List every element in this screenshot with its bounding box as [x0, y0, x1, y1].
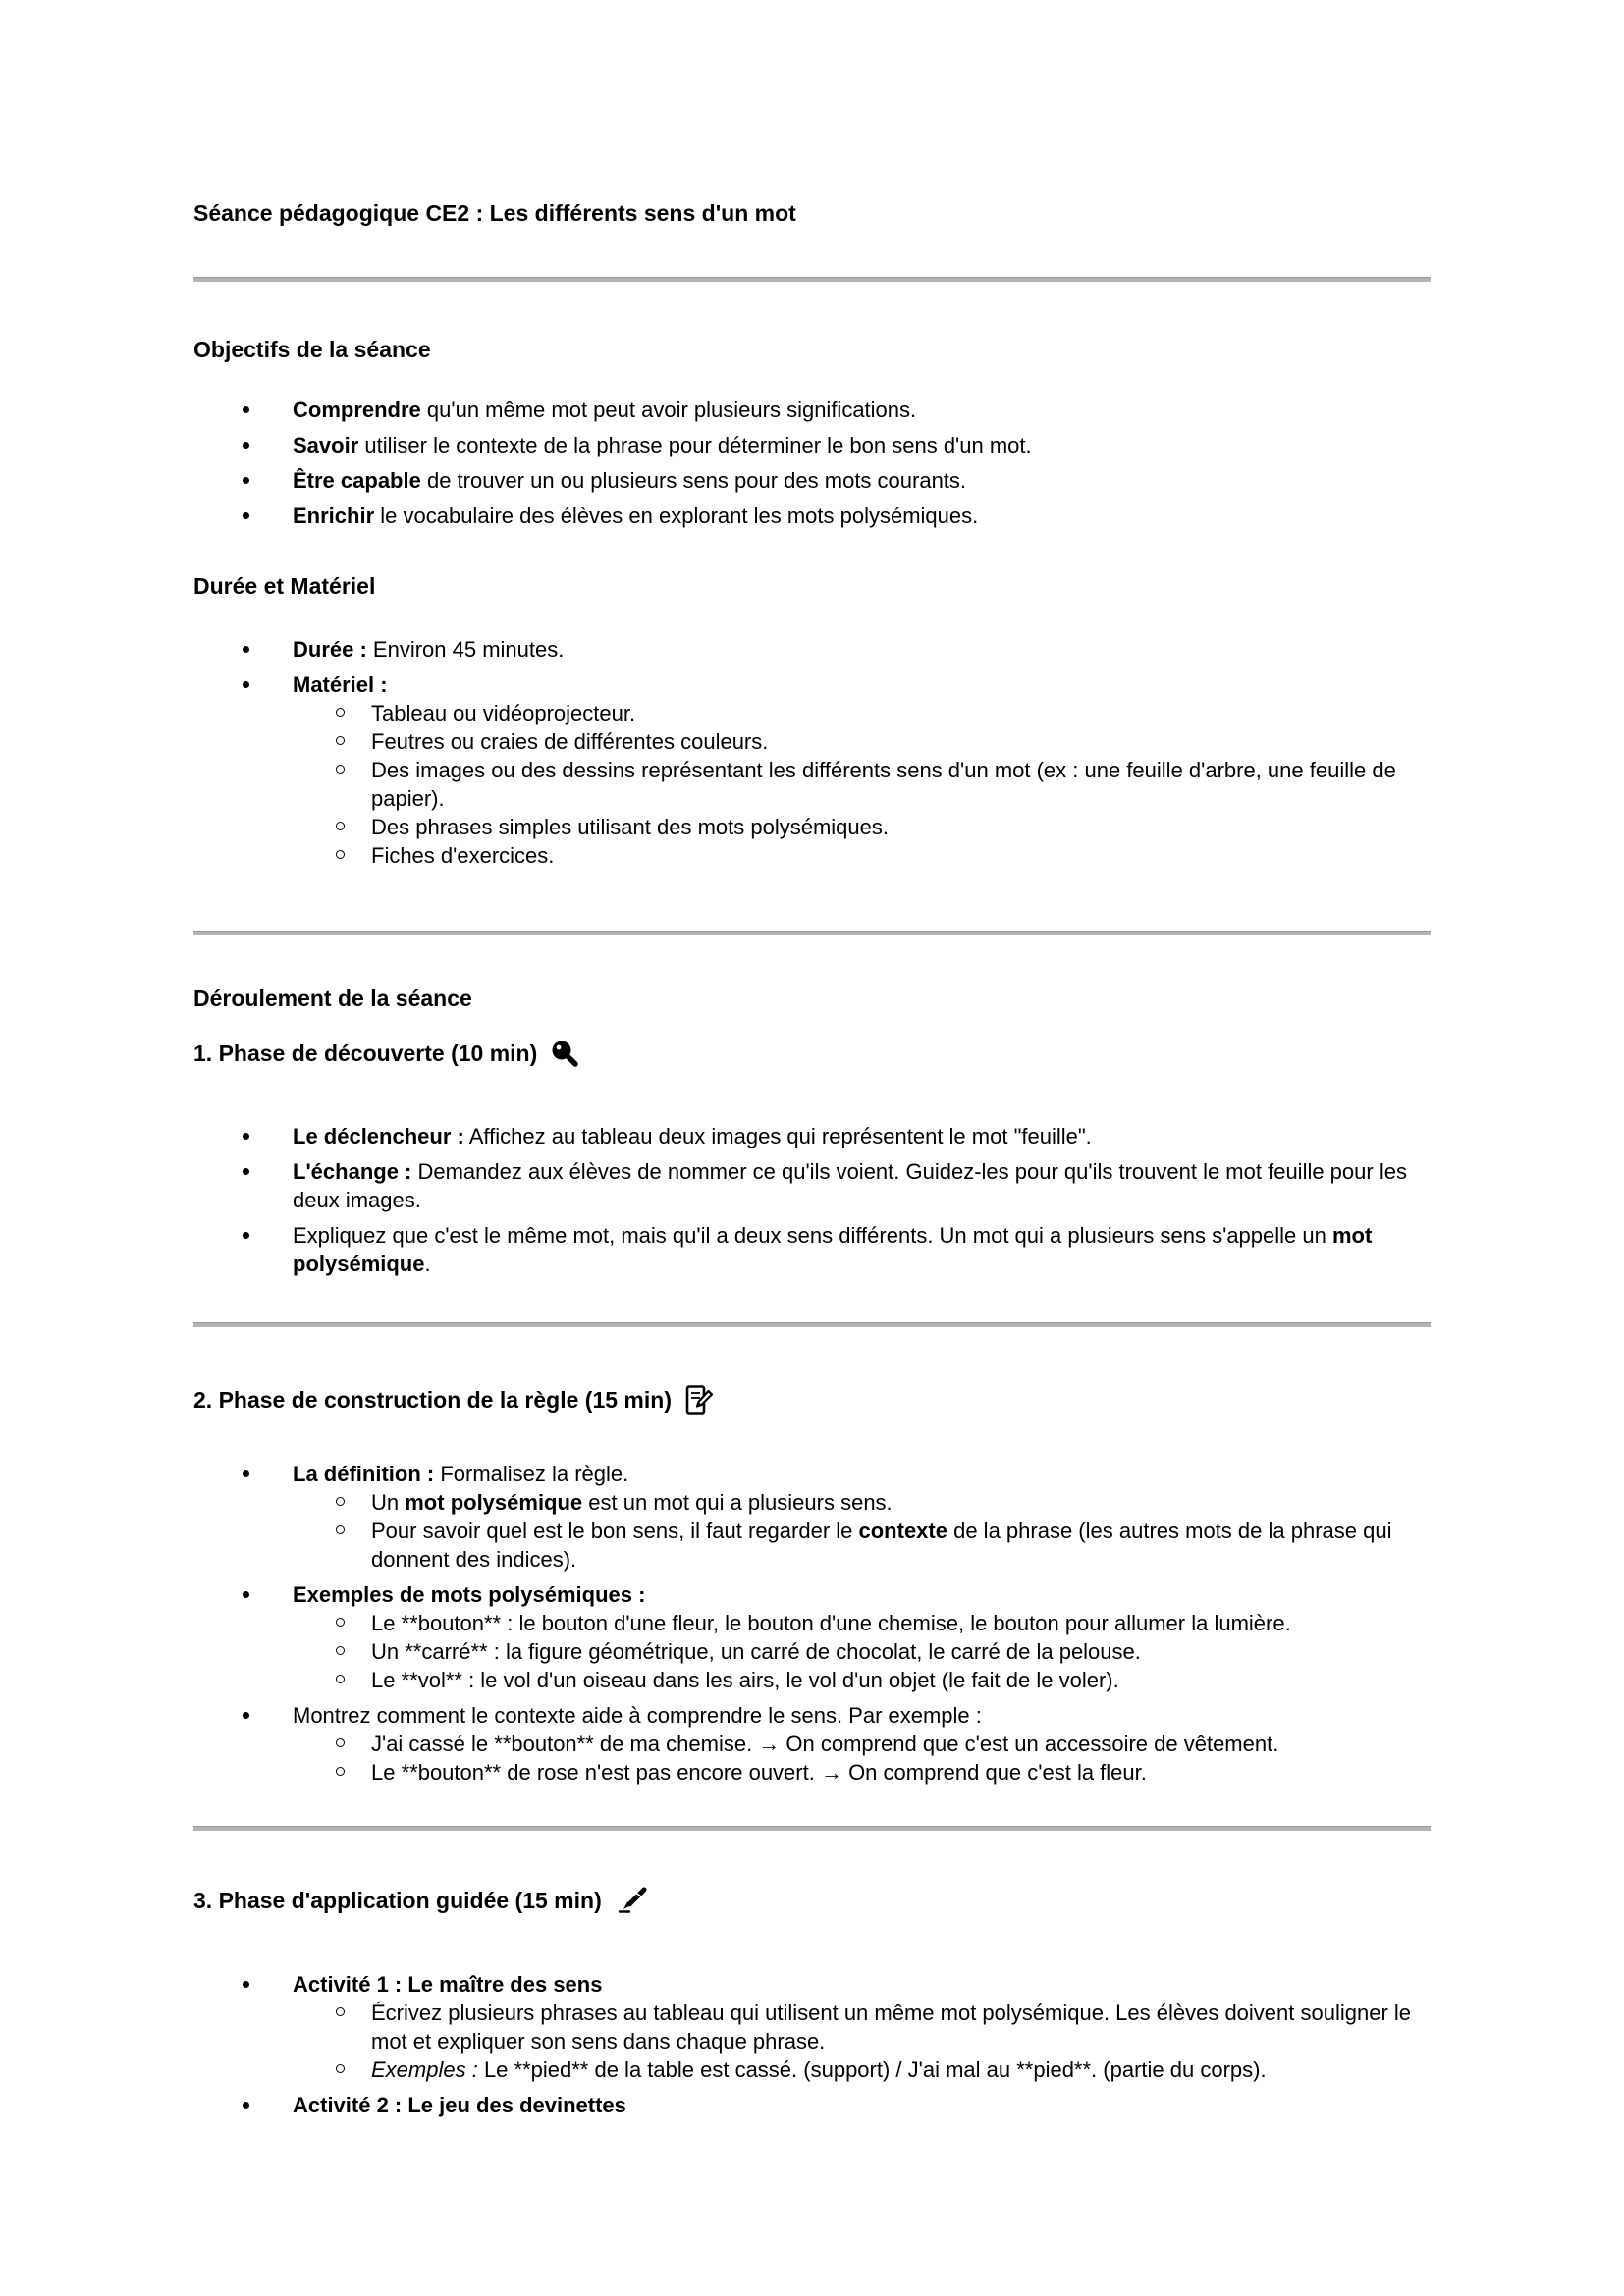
list-item-text: Durée : Environ 45 minutes.: [293, 635, 1431, 664]
list-item: [293, 1517, 1431, 1574]
activite-1-sublist: [293, 1999, 1431, 2084]
list-item-text: Montrez comment le contexte aide à comprendre le sens. Par exemple :: [293, 1701, 1431, 1730]
heading-duree-materiel: Durée et Matériel: [193, 573, 376, 599]
list-item: [193, 1122, 1431, 1150]
list-item-text: Un **carré** : la figure géométrique, un carré de chocolat, le carré de la pelouse.: [371, 1637, 1431, 1666]
memo-pencil-icon: [684, 1384, 714, 1415]
list-item-text: Le **bouton** de rose n'est pas encore ouvert. → On comprend que c'est la fleur.: [371, 1758, 1431, 1787]
list-item-text: Le **vol** : le vol d'un oiseau dans les airs, le vol d'un objet (le fait de le voler).: [371, 1666, 1431, 1694]
list-item-text: Matériel :: [293, 670, 1431, 699]
list-item: [193, 635, 1431, 664]
list-item: [293, 813, 1431, 841]
list-item-text: J'ai cassé le **bouton** de ma chemise. → On comprend que c'est un accessoire de vêtement.: [371, 1730, 1431, 1758]
list-item: [193, 1970, 1431, 2084]
list-item-text: Feutres ou craies de différentes couleurs.: [371, 727, 1431, 756]
list-item-text: Activité 2 : Le jeu des devinettes: [293, 2091, 1431, 2119]
list-item: [193, 2091, 1431, 2119]
magnifying-glass-icon: [550, 1039, 579, 1068]
list-item: [293, 756, 1431, 813]
list-item-text: Expliquez que c'est le même mot, mais qu'il a deux sens différents. Un mot qui a plusieurs sens s'appelle un mot polysémique.: [293, 1221, 1431, 1278]
phase-1-list: [193, 1122, 1431, 1278]
materiel-sublist: [293, 699, 1431, 870]
list-item-text: Fiches d'exercices.: [371, 841, 1431, 870]
list-item: [293, 841, 1431, 870]
heading-phase-3: [193, 1885, 1431, 1916]
list-item-text: Le déclencheur : Affichez au tableau deux images qui représentent le mot "feuille".: [293, 1122, 1431, 1150]
exemples-sublist: [293, 1609, 1431, 1694]
list-item: [193, 396, 1431, 424]
list-item: [293, 1730, 1431, 1758]
duree-materiel-list: [193, 635, 1431, 870]
list-item-text: Le **bouton** : le bouton d'une fleur, le bouton d'une chemise, le bouton pour allumer la lumière.: [371, 1609, 1431, 1637]
list-item-text: Exemples de mots polysémiques :: [293, 1580, 1431, 1609]
list-item: [293, 1609, 1431, 1637]
heading-phase-1: [193, 1039, 1431, 1068]
list-item-text: L'échange : Demandez aux élèves de nommer ce qu'ils voient. Guidez-les pour qu'ils trouvent le mot feuille pour les deux images.: [293, 1157, 1431, 1214]
section-divider: [193, 1322, 1431, 1327]
list-item-text: Tableau ou vidéoprojecteur.: [371, 699, 1431, 727]
list-item: [293, 727, 1431, 756]
section-divider: [193, 1826, 1431, 1831]
list-item-text: Activité 1 : Le maître des sens: [293, 1970, 1431, 1999]
heading-phase-2: [193, 1384, 1431, 1415]
section-divider: [193, 277, 1431, 282]
list-item: [193, 1580, 1431, 1694]
phase-1-title: 1. Phase de découverte (10 min): [193, 1041, 538, 1066]
list-item: [293, 1999, 1431, 2056]
list-item-text: Exemples : Le **pied** de la table est cassé. (support) / J'ai mal au **pied**. (partie du corps).: [371, 2056, 1431, 2084]
list-item: [293, 1637, 1431, 1666]
writing-hand-icon: [615, 1885, 648, 1916]
phase-3-title: 3. Phase d'application guidée (15 min): [193, 1888, 602, 1913]
contexte-sublist: [293, 1730, 1431, 1787]
phase-2-title: 2. Phase de construction de la règle (15 min): [193, 1387, 672, 1413]
list-item-text: Un mot polysémique est un mot qui a plusieurs sens.: [371, 1488, 1431, 1517]
list-item: [293, 699, 1431, 727]
list-item-text: Écrivez plusieurs phrases au tableau qui utilisent un même mot polysémique. Les élèves doivent souligner le mot et expliquer son sens dans chaque phrase.: [371, 1999, 1431, 2056]
list-item: [193, 502, 1431, 530]
list-item-text: Des images ou des dessins représentant les différents sens d'un mot (ex : une feuille d'arbre, une feuille de papier).: [371, 756, 1431, 813]
list-item: [193, 431, 1431, 459]
heading-objectifs: Objectifs de la séance: [193, 337, 431, 362]
list-item: [193, 1221, 1431, 1278]
section-divider: [193, 931, 1431, 935]
list-item: [193, 466, 1431, 495]
list-item: [193, 1701, 1431, 1787]
list-item-text: Comprendre qu'un même mot peut avoir plusieurs significations.: [293, 396, 1431, 424]
objectifs-list: [193, 396, 1431, 530]
list-item-text: Enrichir le vocabulaire des élèves en explorant les mots polysémiques.: [293, 502, 1431, 530]
list-item: [293, 1488, 1431, 1517]
list-item: [193, 670, 1431, 870]
list-item: [293, 1666, 1431, 1694]
list-item-text: Être capable de trouver un ou plusieurs sens pour des mots courants.: [293, 466, 1431, 495]
list-item: [293, 2056, 1431, 2084]
list-item-text: Savoir utiliser le contexte de la phrase pour déterminer le bon sens d'un mot.: [293, 431, 1431, 459]
definition-sublist: [293, 1488, 1431, 1574]
list-item-text: La définition : Formalisez la règle.: [293, 1460, 1431, 1488]
list-item-text: Des phrases simples utilisant des mots polysémiques.: [371, 813, 1431, 841]
phase-3-list: [193, 1970, 1431, 2119]
list-item: [193, 1157, 1431, 1214]
heading-deroulement: Déroulement de la séance: [193, 986, 472, 1011]
document-title: Séance pédagogique CE2 : Les différents sens d'un mot: [193, 200, 796, 226]
phase-2-list: [193, 1460, 1431, 1787]
list-item-text: Pour savoir quel est le bon sens, il faut regarder le contexte de la phrase (les autres mots de la phrase qui donnent des indices).: [371, 1517, 1431, 1574]
list-item: [193, 1460, 1431, 1574]
list-item: [293, 1758, 1431, 1787]
